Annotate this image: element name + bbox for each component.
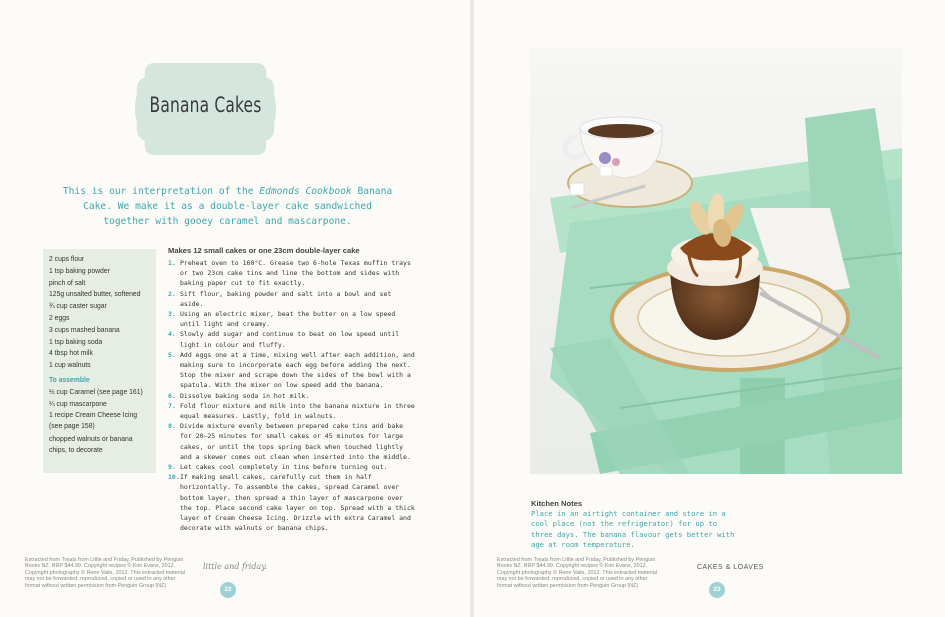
ingredient-item: pinch of salt <box>49 277 86 287</box>
method-step <box>168 329 418 349</box>
ingredient-item: 1 recipe Cream Cheese Icing (see page 158) <box>49 410 138 431</box>
step-text: Add eggs one at a time, mixing well after each addition, and making sure to incorporate each egg before adding the next. Stop the mixer and scrape down the sides of the bowl with a spatula. With the mixer on low speed add the banana. <box>180 350 415 390</box>
step-number: 6. <box>168 391 176 400</box>
intro-text <box>60 184 395 229</box>
method-step <box>168 462 418 472</box>
page-title: Banana Cakes <box>149 93 262 117</box>
ingredient-item: chopped walnuts or banana chips, to decorate <box>49 434 133 455</box>
method-step <box>168 391 418 401</box>
step-number: 9. <box>168 463 176 472</box>
method-step <box>168 401 418 421</box>
ingredient-item: ¼ cup mascarpone <box>49 398 107 408</box>
intro-book-title: Edmonds Cookbook <box>259 186 352 197</box>
ingredient-item: ¾ cup caster sugar <box>49 301 107 311</box>
step-number: 10. <box>168 473 180 482</box>
kitchen-notes-text: Place in an airtight container and store in a cool place (not the refrigerator) for up to three days. The banana flavour gets better with age at room temperature. <box>531 509 735 549</box>
step-text: Divide mixture evenly between prepared cake tins and bake for 20–25 minutes for small cakes or 45 minutes for large cakes, or until the tops spring back when touched lightly and a skewer comes out clean when inserted into the middle. <box>180 422 411 461</box>
step-number: 7. <box>168 401 176 410</box>
step-text: If making small cakes, carefully cut them in half horizontally. To assemble the cakes, spread Caramel over bottom layer, then spread a thin layer of mascarpone over the top. Place second cake layer on top. Spread with a thick layer of Cream Cheese Icing. Drizzle with extra Caramel and decorate with walnuts or banana chips. <box>180 473 415 533</box>
intro-post: Banana Cake. We make it as a double-layer cake sandwiched together with gooey caramel and mascarpone. <box>83 186 393 227</box>
method-step <box>168 421 418 462</box>
method-step <box>168 309 418 329</box>
ingredient-item: 4 tbsp hot milk <box>49 348 93 358</box>
step-number: 8. <box>168 422 176 431</box>
little-and-friday-signature: little and friday. <box>203 562 268 571</box>
ingredient-item: 125g unsalted butter, softened <box>49 289 141 299</box>
section-label: CAKES & LOAVES <box>697 564 764 571</box>
step-number: 1. <box>168 259 176 267</box>
book-gutter <box>470 0 474 617</box>
ingredient-item: ½ cup Caramel (see page 161) <box>49 386 143 396</box>
ingredient-item: 1 tsp baking powder <box>49 265 110 275</box>
ingredient-item: 1 tsp baking soda <box>49 336 103 346</box>
step-number: 2. <box>168 289 176 298</box>
step-text: Using an electric mixer, beat the butter on a low speed until light and creamy. <box>180 310 396 329</box>
kitchen-notes-heading: Kitchen Notes <box>531 499 583 508</box>
ingredient-item: 2 eggs <box>49 312 70 322</box>
method-step <box>168 289 418 309</box>
method-steps <box>168 258 418 533</box>
ingredient-item: 1 cup walnuts <box>49 360 91 370</box>
legal-notice-left: Extracted from Treats from Little and Friday. Published by Penguin Books NZ. RRP $44.99. Copyright recipes © Kim Evans, 2012. Copyright photography © Rene Vaile, 2012. This extracted material may not be forwarded, reproduced, copied or used in any other format without written permission from Penguin Group (NZ) <box>25 557 185 589</box>
step-text: Fold flour mixture and milk into the banana mixture in three equal measures. Lastly, fold in walnuts. <box>180 401 415 421</box>
step-text: Dissolve baking soda in hot milk. <box>180 391 310 400</box>
ingredients-main-list <box>49 253 156 371</box>
method-step <box>168 258 418 289</box>
step-number: 4. <box>168 330 176 339</box>
ingredient-item: 3 cups mashed banana <box>49 324 120 334</box>
step-number: 5. <box>168 350 176 359</box>
ingredients-assemble-list <box>49 386 156 456</box>
page-number-right: 23 <box>709 582 725 598</box>
assemble-heading: To assemble <box>49 374 90 384</box>
legal-notice-right: Extracted from Treats from Little and Friday. Published by Penguin Books NZ. RRP $44.99. Copyright recipes © Kim Evans, 2012. Copyright photography © Rene Vaile, 2012. This extracted material may not be forwarded, reproduced, copied or used in any other format without written permission from Penguin Group (NZ) <box>497 557 657 589</box>
method-step <box>168 472 418 533</box>
method-step <box>168 350 418 391</box>
banana-cake-photo <box>530 48 902 474</box>
step-text: Preheat oven to 160°C. Grease two 6-hole Texas muffin trays or two 23cm cake tins and line the bottom and sides with baking paper cut to fit exactly. <box>180 259 411 288</box>
step-text: Let cakes cool completely in tins before turning out. <box>180 463 388 472</box>
page-number-left: 22 <box>220 582 236 598</box>
yield-heading: Makes 12 small cakes or one 23cm double-layer cake <box>168 246 360 255</box>
ingredient-item: 2 cups flour <box>49 254 85 263</box>
intro-pre: This is our interpretation of the <box>62 186 260 197</box>
step-text: Sift flour, baking powder and salt into a bowl and set aside. <box>180 289 392 308</box>
photo-illustration <box>530 48 902 474</box>
title-badge <box>133 57 278 161</box>
ingredients-panel <box>43 249 156 473</box>
step-text: Slowly add sugar and continue to beat on low speed until light in colour and fluffy. <box>180 330 400 349</box>
step-number: 3. <box>168 310 176 319</box>
